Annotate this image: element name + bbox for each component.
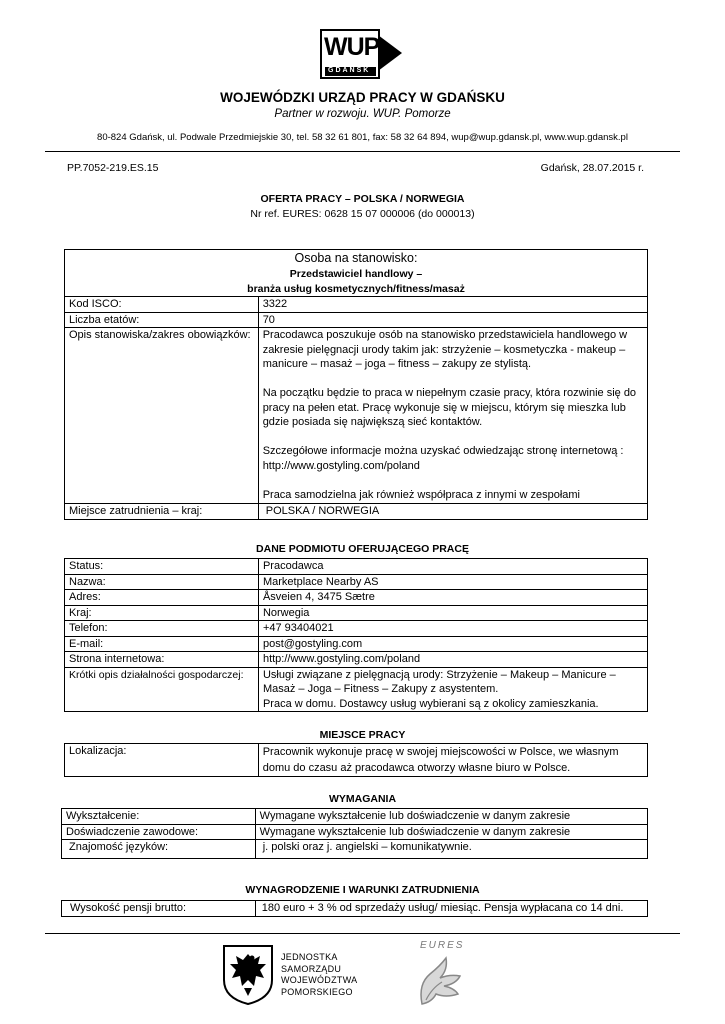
footer-divider xyxy=(45,933,680,934)
phone-label: Telefon: xyxy=(65,621,259,637)
place-date: Gdańsk, 28.07.2015 r. xyxy=(540,162,644,174)
name-label: Nazwa: xyxy=(65,574,259,590)
activity-paragraph: Usługi związane z pielęgnacją urody: Strzyżenie – Makeup – Manicure – Masaż – Joga – Fitness – Zakupy z asystentem. xyxy=(262,668,616,695)
salary-heading: WYNAGRODZENIE I WARUNKI ZATRUDNIENIA xyxy=(245,884,480,896)
table-row xyxy=(65,574,648,590)
website-label: Strona internetowa: xyxy=(65,652,259,668)
eures-logo xyxy=(416,940,466,1008)
position-name-line1: Przedstawiciel handlowy – xyxy=(289,268,423,280)
position-heading: Osoba na stanowisko: xyxy=(294,251,418,265)
table-row xyxy=(65,652,648,668)
jst-line: WOJEWÓDZTWA xyxy=(281,975,358,985)
country-label: Kraj: xyxy=(65,605,259,621)
positions-count-value: 70 xyxy=(258,312,647,328)
country-value: Norwegia xyxy=(258,605,647,621)
experience-label: Doświadczenie zawodowe: xyxy=(62,824,256,840)
duties-label: Opis stanowiska/zakres obowiązków: xyxy=(65,328,259,504)
requirements-table xyxy=(61,808,648,859)
jst-label xyxy=(281,952,357,998)
phone-value: +47 93404021 xyxy=(258,621,647,637)
eures-hands-icon xyxy=(416,954,466,1008)
education-label: Wykształcenie: xyxy=(62,809,256,825)
table-row xyxy=(65,297,648,313)
duties-value xyxy=(258,328,647,504)
workplace-table xyxy=(64,743,648,777)
table-row xyxy=(62,824,648,840)
reference-number: PP.7052-219.ES.15 xyxy=(67,162,159,174)
table-row xyxy=(65,312,648,328)
table-row xyxy=(65,559,648,575)
table-row xyxy=(65,744,648,777)
wup-logo xyxy=(320,29,404,79)
address-value: Åsveien 4, 3475 Sætre xyxy=(258,590,647,606)
languages-value: j. polski oraz j. angielski – komunikatywnie. xyxy=(255,840,647,859)
duties-paragraph: Pracodawca poszukuje osób na stanowisko przedstawiciela handlowego w zakresie pielęgnacji urody takim jak: strzyżenie – kosmetyczka - makeup – manicure – masaż – joga – fitness – zakupy ze stylistą. xyxy=(262,329,628,370)
employer-table xyxy=(64,558,648,712)
salary-value: 180 euro + 3 % od sprzedaży usług/ miesiąc. Pensja wypłacana co 14 dni. xyxy=(255,901,647,917)
table-row xyxy=(65,590,648,606)
table-row xyxy=(65,636,648,652)
org-name: WOJEWÓDZKI URZĄD PRACY W GDAŃSKU xyxy=(220,90,505,105)
email-value: post@gostyling.com xyxy=(258,636,647,652)
isco-label: Kod ISCO: xyxy=(65,297,259,313)
eures-reference: Nr ref. EURES: 0628 15 07 000006 (do 000013) xyxy=(250,208,475,220)
wup-logo-sub: GDAŃSK xyxy=(328,67,371,74)
header-divider xyxy=(45,151,680,152)
table-row xyxy=(65,605,648,621)
org-tagline: Partner w rozwoju. WUP. Pomorze xyxy=(274,108,451,120)
positions-count-label: Liczba etatów: xyxy=(65,312,259,328)
org-address: 80-824 Gdańsk, ul. Podwale Przedmiejskie 30, tel. 58 32 61 801, fax: 58 32 64 894, wup@wup.gdansk.pl, www.wup.gdansk.pl xyxy=(97,132,628,143)
address-label: Adres: xyxy=(65,590,259,606)
table-row xyxy=(65,621,648,637)
position-table xyxy=(64,249,648,520)
requirements-heading: WYMAGANIA xyxy=(328,793,397,805)
status-label: Status: xyxy=(65,559,259,575)
jst-line: POMORSKIEGO xyxy=(281,986,353,997)
position-name-line2: branża usług kosmetycznych/fitness/masaż xyxy=(247,282,465,295)
languages-label: Znajomość języków: xyxy=(62,840,256,859)
status-value: Pracodawca xyxy=(258,559,647,575)
jst-line: SAMORZĄDU xyxy=(281,963,342,974)
salary-label: Wysokość pensji brutto: xyxy=(62,901,256,917)
offer-title: OFERTA PRACY – POLSKA / NORWEGIA xyxy=(260,193,465,205)
duties-paragraph: Praca samodzielna jak również współpraca z innymi w zespołami xyxy=(262,488,580,501)
experience-value: Wymagane wykształcenie lub doświadczenie w danym zakresie xyxy=(255,824,647,840)
position-heading-cell xyxy=(65,250,648,297)
duties-paragraph: Szczegółowe informacje można uzyskać odwiedzając stronę internetową : http://www.gostyling.com/poland xyxy=(262,445,624,472)
education-value: Wymagane wykształcenie lub doświadczenie w danym zakresie xyxy=(255,809,647,825)
jst-line: JEDNOSTKA xyxy=(281,952,338,962)
table-row xyxy=(62,809,648,825)
salary-table xyxy=(61,900,648,917)
country-label: Miejsce zatrudnienia – kraj: xyxy=(65,504,259,520)
table-row xyxy=(65,667,648,712)
activity-label: Krótki opis działalności gospodarczej: xyxy=(65,667,259,712)
pomorskie-coat-of-arms-icon xyxy=(222,944,274,1006)
activity-paragraph: Praca w domu. Dostawcy usług wybierani są z okolicy zamieszkania. xyxy=(262,697,599,710)
table-row xyxy=(65,504,648,520)
wup-logo-text: WUP xyxy=(324,33,380,61)
employer-heading: DANE PODMIOTU OFERUJĄCEGO PRACĘ xyxy=(256,543,469,555)
duties-paragraph: Na początku będzie to praca w niepełnym czasie pracy, która rozwinie się do pracy na pełen etat. Pracę wykonuje się w miejscu, którym się mieszka lub gdzie posiada się największą sieć kontaktów. xyxy=(262,387,637,428)
location-value: Pracownik wykonuje pracę w swojej miejscowości w Polsce, we własnym domu do czasu aż pracodawca otworzy własne biuro w Polsce. xyxy=(258,744,647,777)
isco-value: 3322 xyxy=(258,297,647,313)
table-row xyxy=(62,840,648,859)
eures-logo-text: EURES xyxy=(420,940,465,951)
name-value: Marketplace Nearby AS xyxy=(258,574,647,590)
activity-value xyxy=(258,667,647,712)
table-row xyxy=(65,328,648,504)
table-row xyxy=(62,901,648,917)
website-value: http://www.gostyling.com/poland xyxy=(258,652,647,668)
email-label: E-mail: xyxy=(65,636,259,652)
country-value: POLSKA / NORWEGIA xyxy=(258,504,647,520)
location-label: Lokalizacja: xyxy=(65,744,259,777)
workplace-heading: MIEJSCE PRACY xyxy=(319,729,406,741)
